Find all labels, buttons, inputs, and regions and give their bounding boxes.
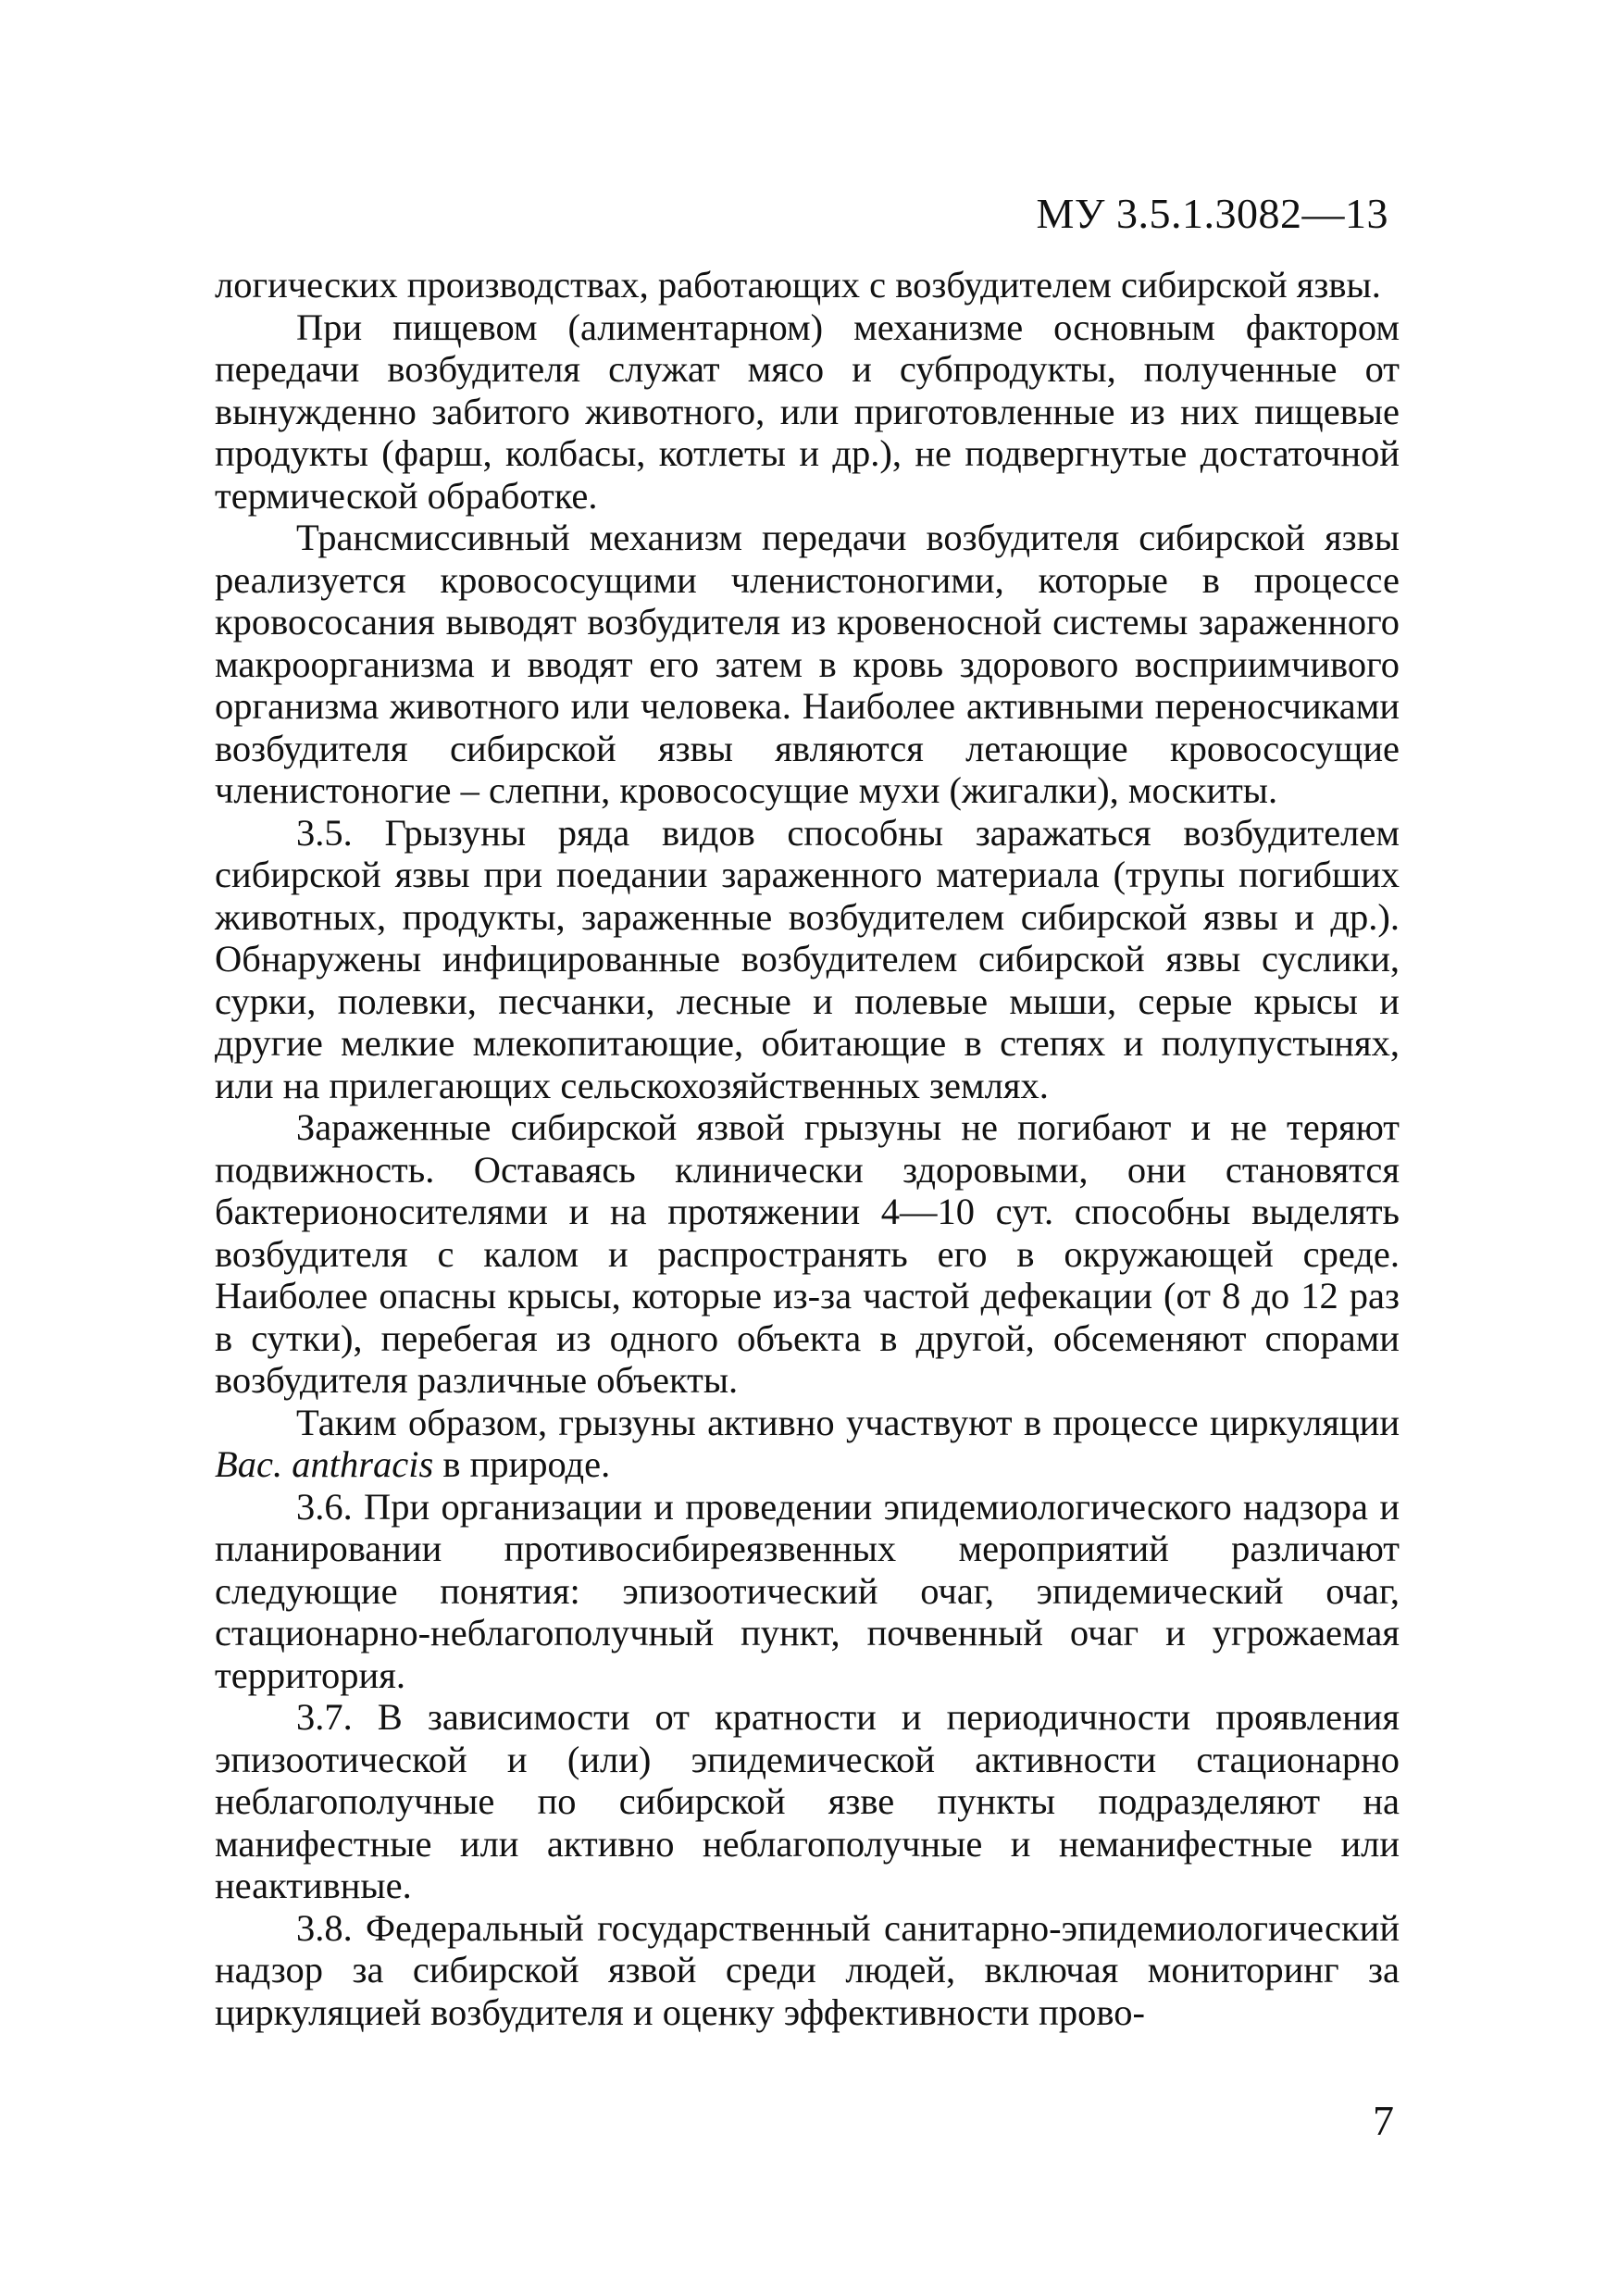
paragraph-continuation: логических производствах, работающих с возбудителем сибирской язвы. (215, 264, 1381, 306)
paragraph-transmissive: Трансмиссивный механизм передачи возбудителя сибирской язвы реализуется кровососущими членистоногими, которые в процессе кровососания выводят возбудителя из кровеносной системы зараженного макроорганизма и вводят его затем в кровь здорового восприимчивого организма животного или человека. Наиболее активными переносчиками возбудителя сибирской язвы являются летающие кровососущие членистоногие – слепни, кровососущие мухи (жигалки), москиты. (215, 517, 1400, 811)
document-body (215, 264, 1400, 2033)
paragraph-3-8: 3.8. Федеральный государственный санитарно-эпидемиологический надзор за сибирской язвой среди людей, включая мониторинг за циркуляцией возбудителя и оценку эффективности прово- (215, 1906, 1400, 2033)
paragraph-rodent-circulation (215, 1402, 1400, 1486)
paragraph-text-after: в природе. (433, 1443, 611, 1485)
document-code-header: МУ 3.5.1.3082—13 (1036, 190, 1388, 237)
paragraph-text-before: Таким образом, грызуны активно участвуют в процессе циркуляции (296, 1401, 1400, 1443)
paragraph-3-7: 3.7. В зависимости от кратности и периодичности проявления эпизоотической и (или) эпидемической активности стационарно неблагополучные по сибирской язве пункты подразделяют на манифестные или активно неблагополучные и неманифестные или неактивные. (215, 1696, 1400, 1906)
page-number: 7 (1373, 2097, 1394, 2144)
paragraph-3-5: 3.5. Грызуны ряда видов способны заражаться возбудителем сибирской язвы при поедании зараженного материала (трупы погибших животных, продукты, зараженные возбудителем сибирской язвы и др.). Обнаружены инфицированные возбудителем сибирской язвы суслики, сурки, полевки, песчанки, лесные и полевые мыши, серые крысы и другие мелкие млекопитающие, обитающие в степях и полупустынях, или на прилегающих сельскохозяйственных землях. (215, 811, 1400, 1106)
paragraph-alimentary: При пищевом (алиментарном) механизме основным фактором передачи возбудителя служат мясо и субпродукты, полученные от вынужденно забитого животного, или приготовленные из них пищевые продукты (фарш, колбасы, котлеты и др.), не подвергнутые достаточной термической обработке. (215, 306, 1400, 517)
paragraph-3-6: 3.6. При организации и проведении эпидемиологического надзора и планировании противосибиреязвенных мероприятий различают следующие понятия: эпизоотический очаг, эпидемический очаг, стационарно-неблагополучный пункт, почвенный очаг и угрожаемая территория. (215, 1485, 1400, 1696)
paragraph-infected-rodents: Зараженные сибирской язвой грызуны не погибают и не теряют подвижность. Оставаясь клинически здоровыми, они становятся бактерионосителями и на протяжении 4—10 сут. способны выделять возбудителя с калом и распространять его в окружающей среде. Наиболее опасны крысы, которые из-за частой дефекации (от 8 до 12 раз в сутки), перебегая из одного объекта в другой, обсеменяют спорами возбудителя различные объекты. (215, 1106, 1400, 1401)
species-name-italic: Bac. anthracis (215, 1443, 434, 1485)
